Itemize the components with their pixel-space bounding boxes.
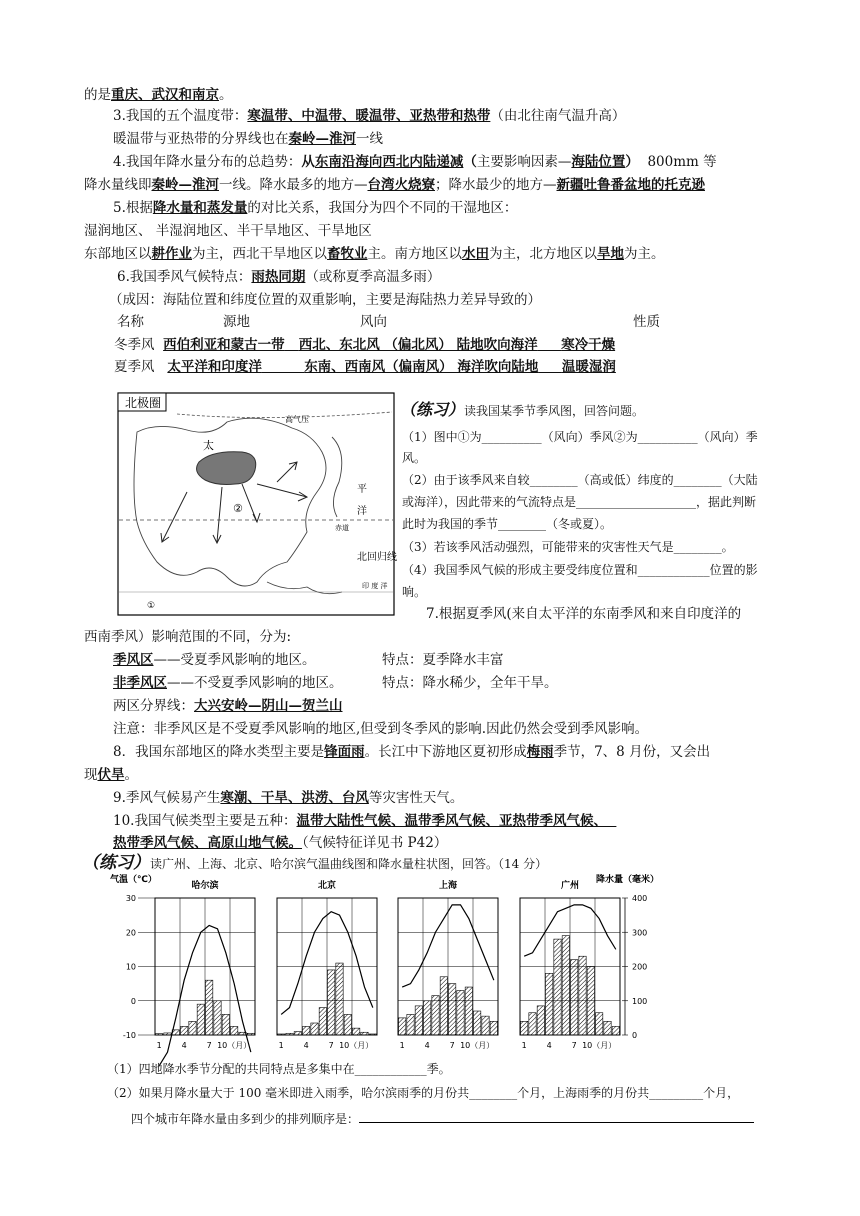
precip-bar	[328, 970, 335, 1035]
precip-bar	[303, 1026, 310, 1035]
map-label-tropic: 赤道	[335, 524, 349, 532]
section7-line3a: 季风区——受夏季风影响的地区。	[113, 652, 316, 668]
precip-bar	[399, 1018, 406, 1035]
precip-bar	[344, 1014, 351, 1035]
precip-bar	[156, 1034, 163, 1035]
text-line-1: 的是重庆、武汉和南京。	[84, 87, 233, 103]
map-label-arctic: 高气压	[285, 415, 309, 424]
month-tick-label: 10（月）	[460, 1041, 495, 1050]
map-label-pacific-1: 平	[357, 484, 367, 495]
month-tick-label: 7	[328, 1041, 334, 1050]
climate-charts	[110, 870, 660, 1060]
precip-bar	[571, 960, 578, 1035]
precip-bar	[465, 987, 472, 1035]
precip-tick-label: 400	[632, 894, 648, 903]
temp-tick-label: -10	[122, 1031, 136, 1040]
table-header-source: 源地	[223, 314, 250, 330]
temp-tick-label: 10	[125, 962, 136, 972]
precip-bar	[457, 990, 464, 1035]
map-label-high-pressure: 太	[203, 439, 214, 452]
section10-line2: 热带季风气候、高原山地气候。（气候特征详见书 P42）	[113, 835, 448, 851]
table-header-name: 名称	[117, 314, 144, 330]
map-marker-1: ②	[233, 502, 243, 515]
precip-bar	[604, 1021, 611, 1035]
precip-bar	[361, 1032, 368, 1035]
text-line-3: 暖温带与亚热带的分界线也在秦岭—淮河一线	[113, 131, 383, 147]
month-tick-label: 7	[206, 1041, 212, 1050]
exercise1-q2: （2）由于该季风来自较________（高或低）纬度的________（大陆	[402, 473, 758, 487]
table-header-direction: 风向	[360, 314, 387, 330]
precip-bar	[278, 1034, 285, 1035]
precip-bar	[596, 1013, 603, 1035]
exercise1-q3: （3）若该季风活动强烈，可能带来的灾害性天气是________。	[402, 540, 734, 554]
precip-bar	[587, 967, 594, 1036]
section7-line3b: 特点：夏季降水丰富	[382, 652, 504, 668]
exercise2-q1: （1）四地降水季节分配的共同特点是多集中在____________季。	[107, 1062, 451, 1076]
precip-bar	[432, 996, 439, 1035]
exercise1-q1: （1）图中①为__________（风向）季风②为__________（风向）季	[402, 430, 758, 444]
precip-bar	[286, 1033, 293, 1035]
exercise1-q1b: 风。	[402, 451, 427, 465]
exercise1-intro: 读我国某季节季风图，回答问题。	[464, 404, 645, 418]
left-axis-label: 气温（℃）	[110, 875, 157, 885]
precip-bar	[440, 977, 447, 1035]
text-line-8: 东部地区以耕作业为主，西北干旱地区以畜牧业主。南方地区以水田为主，北方地区以旱地为主。	[84, 246, 665, 262]
month-tick-label: 10（月）	[339, 1041, 374, 1050]
month-tick-label: 4	[424, 1041, 430, 1050]
precip-bar	[482, 1016, 489, 1035]
precip-bar	[311, 1023, 318, 1035]
exercise2-q2: （2）如果月降水量大于 100 毫米即进入雨季，哈尔滨雨季的月份共________个月，上海雨季的月份共_________个月，	[107, 1086, 740, 1100]
precip-bar	[197, 1004, 204, 1035]
precip-bar	[521, 1021, 528, 1035]
month-tick-label: 4	[303, 1041, 309, 1050]
exercise2-heading: （练习）	[82, 853, 150, 873]
precip-bar	[181, 1026, 188, 1035]
table-row-summer: 夏季风 太平洋和印度洋 东南、西南风（偏南风） 海洋吹向陆地 温暖湿润	[114, 359, 616, 375]
precip-bar	[294, 1032, 301, 1035]
city-name-3: 广州	[560, 881, 580, 891]
month-tick-label: 1	[521, 1041, 527, 1050]
monsoon-map	[117, 392, 395, 616]
city-name-2: 上海	[438, 881, 458, 891]
month-tick-label: 1	[399, 1041, 405, 1050]
text-line-2: 3.我国的五个温度带：寒温带、中温带、暖温带、亚热带和热带（由北往南气温升高）	[113, 108, 626, 124]
exercise1-q2c: 此时为我国的季节________（冬或夏）。	[402, 517, 613, 531]
precip-bar	[579, 956, 586, 1035]
section7-line2: 西南季风）影响范围的不同，分为:	[84, 629, 292, 645]
map-label-pacific-3: 北回归线	[357, 552, 397, 563]
precip-bar	[369, 1034, 376, 1035]
precip-bar	[529, 1013, 536, 1035]
month-tick-label: 10（月）	[217, 1041, 252, 1050]
precip-bar	[546, 973, 553, 1035]
section7-line1: 7.根据夏季风(来自太平洋的东南季风和来自印度洋的	[426, 606, 742, 622]
table-row-winter: 冬季风 西伯利亚和蒙古一带 西北、东北风 （偏北风） 陆地吹向海洋 寒冷干燥	[114, 337, 616, 353]
precip-bar	[164, 1033, 171, 1035]
section9-line: 9.季风气候易产生寒潮、干旱、洪涝、台风等灾害性天气。	[113, 790, 464, 806]
exercise2-q3: 四个城市年降水量由多到少的排列顺序是：	[131, 1109, 754, 1128]
precip-bar	[231, 1026, 238, 1035]
answer-blank[interactable]	[359, 1109, 754, 1123]
precip-bar	[537, 1006, 544, 1035]
month-tick-label: 1	[278, 1041, 284, 1050]
table-header-nature: 性质	[633, 314, 660, 330]
month-tick-label: 4	[546, 1041, 552, 1050]
text-line-4: 4.我国年降水量分布的总趋势：从东南沿海向西北内陆递减（主要影响因素—海陆位置） 800mm 等	[113, 154, 717, 170]
precip-bar	[353, 1028, 360, 1035]
month-tick-label: 7	[571, 1041, 577, 1050]
precip-bar	[424, 1001, 431, 1035]
precip-bar	[247, 1033, 254, 1035]
temp-tick-label: 0	[130, 996, 136, 1006]
month-tick-label: 4	[181, 1041, 187, 1050]
precip-tick-label: 0	[632, 1031, 638, 1040]
city-name-0: 哈尔滨	[191, 881, 219, 891]
temp-tick-label: 30	[125, 894, 136, 903]
precip-bar	[206, 980, 213, 1035]
map-label-equator: 印 度 洋	[362, 582, 388, 590]
precip-tick-label: 100	[632, 996, 648, 1006]
precip-tick-label: 300	[632, 928, 648, 938]
temp-tick-label: 20	[125, 928, 136, 938]
month-tick-label: 10（月）	[582, 1041, 617, 1050]
section8-line1: 8．我国东部地区的降水类型主要是锋面雨。长江中下游地区夏初形成梅雨季节，7、8 月份，又会出	[113, 744, 711, 760]
precip-bar	[562, 936, 569, 1035]
section8-line2: 现伏旱。	[84, 767, 138, 783]
exercise2-intro: 读广州、上海、北京、哈尔滨气温曲线图和降水量柱状图，回答。（14 分）	[150, 857, 548, 871]
precip-bar	[474, 1011, 481, 1035]
precip-bar	[612, 1026, 619, 1035]
exercise1-q4b: 响。	[402, 585, 427, 599]
right-axis-label: 降水量（毫米）	[596, 875, 660, 885]
text-line-7: 湿润地区、 半湿润地区、半干旱地区、干旱地区	[84, 223, 372, 239]
text-line-5: 降水量线即秦岭—淮河一线。降水最多的地方—台湾火烧寮；降水最少的地方—新疆吐鲁番盆地的托克逊	[84, 177, 705, 193]
precip-bar	[222, 1014, 229, 1035]
section7-line4b: 特点：降水稀少，全年干旱。	[382, 675, 558, 691]
section10-line1: 10.我国气候类型主要是五种：温带大陆性气候、温带季风气候、亚热带季风气候、	[113, 813, 617, 829]
section7-line6: 注意：非季风区是不受夏季风影响的地区,但受到冬季风的影响.因此仍然会受到季风影响。	[113, 721, 649, 737]
precip-bar	[214, 1001, 221, 1035]
precip-bar	[319, 1008, 326, 1035]
exercise1-heading-line	[400, 401, 644, 420]
map-label-indian-ocean: ①	[147, 601, 156, 611]
precip-bar	[189, 1021, 196, 1035]
map-label-pacific-2: 洋	[357, 506, 367, 517]
precip-bar	[554, 939, 561, 1035]
precip-tick-label: 200	[632, 962, 648, 972]
precip-bar	[336, 963, 343, 1035]
precip-bar	[415, 1006, 422, 1035]
exercise1-q4: （4）我国季风气候的形成主要受纬度位置和____________位置的影	[402, 563, 758, 577]
precip-bar	[407, 1014, 414, 1035]
text-line-9: 6.我国季风气候特点：雨热同期（或称夏季高温多雨）	[117, 269, 441, 285]
map-title: 北极圈	[125, 396, 162, 410]
month-tick-label: 7	[449, 1041, 455, 1050]
section7-line4a: 非季风区——不受夏季风影响的地区。	[113, 675, 343, 691]
exercise1-heading: （练习）	[400, 400, 465, 419]
city-name-1: 北京	[317, 881, 337, 891]
precip-bar	[449, 984, 456, 1035]
text-line-10: （成因：海陆位置和纬度位置的双重影响，主要是海陆热力差异导致的）	[109, 292, 541, 308]
month-tick-label: 1	[156, 1041, 162, 1050]
exercise1-q2b: 或海洋），因此带来的气流特点是____________________，据此判断	[402, 495, 757, 509]
section7-line5: 两区分界线：大兴安岭—阴山—贺兰山	[113, 698, 343, 714]
precip-bar	[490, 1021, 497, 1035]
text-line-6: 5.根据降水量和蒸发量的对比关系，我国分为四个不同的干湿地区：	[113, 200, 518, 216]
